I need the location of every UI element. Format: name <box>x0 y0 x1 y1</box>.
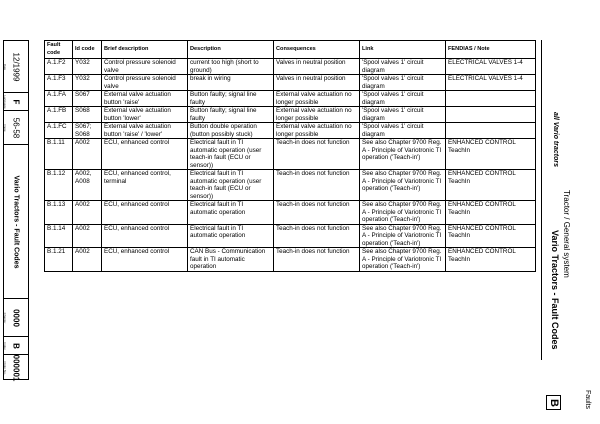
table-row <box>45 75 536 91</box>
cell-id-code: A002 <box>73 248 102 272</box>
cell-brief-description: Control pressure solenoid valve <box>102 75 188 91</box>
cell-fendias-note <box>446 123 536 139</box>
header-link: Link <box>360 41 446 59</box>
cell-description: Button double operation (button possibly stuck) <box>188 123 274 139</box>
cell-fault-code: A.1.F2 <box>45 59 73 75</box>
cell-description: Electrical fault in TI automatic operation (user teach-in fault (ECU or sensor)) <box>188 170 274 201</box>
language-value: F <box>11 99 21 104</box>
index-cell <box>4 337 28 355</box>
cell-description: Button faulty; signal line faulty <box>188 107 274 123</box>
language-label: Language <box>3 94 7 109</box>
date-label: Date <box>3 63 7 70</box>
chapter-label: Faults <box>584 390 591 410</box>
header-fault-code: Fault code <box>45 41 73 59</box>
table-header-row <box>45 41 536 59</box>
cell-brief-description: External valve actuation button 'lower' <box>102 107 188 123</box>
header-consequences: Consequences <box>274 41 360 59</box>
cell-link: See also Chapter 9700 Reg. A - Principle of Variotronic TI operation ('Teach-in') <box>360 248 446 272</box>
cell-link: See also Chapter 9700 Reg. A - Principle of Variotronic TI operation ('Teach-in') <box>360 170 446 201</box>
doc-title-cell <box>4 145 28 299</box>
doc-title: Vario Tractors - Fault Codes <box>12 175 20 268</box>
section-label: all Vario tractors <box>552 112 559 167</box>
cell-link: 'Spool valves 1' circuit diagram <box>360 123 446 139</box>
date-value: 12/1999 <box>11 52 21 81</box>
cell-description: current too high (short to ground) <box>188 59 274 75</box>
cell-consequences: Teach-in does not function <box>274 170 360 201</box>
cell-id-code: Y032 <box>73 75 102 91</box>
page-label: Page <box>3 123 7 132</box>
cell-link: See also Chapter 9700 Reg. A - Principle of Variotronic TI operation ('Teach-in') <box>360 224 446 248</box>
cell-fault-code: A.1.F3 <box>45 75 73 91</box>
cell-fault-code: B.1.11 <box>45 139 73 170</box>
table-row <box>45 123 536 139</box>
table-row <box>45 107 536 123</box>
cell-link: 'Spool valves 1' circuit diagram <box>360 107 446 123</box>
order-cell <box>4 355 28 381</box>
index-value: B <box>11 342 21 349</box>
index-label: Index <box>3 341 7 350</box>
cell-fault-code: B.1.12 <box>45 170 73 201</box>
page-cell <box>4 111 28 145</box>
cell-fault-code: A.1.FC <box>45 123 73 139</box>
cell-id-code: S067 <box>73 91 102 107</box>
language-cell <box>4 93 28 111</box>
cell-fault-code: A.1.FB <box>45 107 73 123</box>
chapter-header-strip <box>541 40 597 418</box>
cell-fendias-note: ELECTRICAL VALVES 1-4 <box>446 59 536 75</box>
page-title: Vario Tractors - Fault Codes <box>550 230 560 350</box>
cell-id-code: A002 <box>73 139 102 170</box>
cell-fault-code: B.1.21 <box>45 248 73 272</box>
cell-link: 'Spool valves 1' circuit diagram <box>360 59 446 75</box>
chapter-letter: B <box>547 398 560 407</box>
cell-consequences: Teach-in does not function <box>274 224 360 248</box>
table-row <box>45 248 536 272</box>
cell-fendias-note: ENHANCED CONTROL TeachIn <box>446 248 536 272</box>
cell-consequences: Teach-in does not function <box>274 139 360 170</box>
header-description: Description <box>188 41 274 59</box>
cell-fault-code: B.1.13 <box>45 201 73 225</box>
cell-brief-description: ECU, enhanced control, terminal <box>102 170 188 201</box>
cell-brief-description: ECU, enhanced control <box>102 248 188 272</box>
cell-brief-description: External valve actuation button 'raise' / 'lower' <box>102 123 188 139</box>
cell-fendias-note: ENHANCED CONTROL TeachIn <box>446 224 536 248</box>
cell-brief-description: ECU, enhanced control <box>102 224 188 248</box>
fault-code-table <box>44 40 536 272</box>
order-value: 000001 <box>11 354 21 382</box>
table-row <box>45 201 536 225</box>
table-row <box>45 170 536 201</box>
cell-link: See also Chapter 9700 Reg. A - Principle of Variotronic TI operation ('Teach-in') <box>360 201 446 225</box>
cell-brief-description: ECU, enhanced control <box>102 201 188 225</box>
cell-consequences: Valves in neutral position <box>274 75 360 91</box>
cell-id-code: Y032 <box>73 59 102 75</box>
table-row <box>45 59 536 75</box>
table-row <box>45 139 536 170</box>
table-row <box>45 91 536 107</box>
cell-fendias-note <box>446 107 536 123</box>
cell-link: 'Spool valves 1' circuit diagram <box>360 75 446 91</box>
document-info-strip <box>3 40 29 380</box>
cell-consequences: Teach-in does not function <box>274 248 360 272</box>
chapter-value: 0000 <box>11 308 21 327</box>
cell-description: Electrical fault in TI automatic operation <box>188 201 274 225</box>
cell-fendias-note: ELECTRICAL VALVES 1-4 <box>446 75 536 91</box>
cell-brief-description: External valve actuation button 'raise' <box>102 91 188 107</box>
cell-description: CAN Bus - Communication fault in TI automatic operation <box>188 248 274 272</box>
chapter-cell <box>4 299 28 337</box>
page-subtitle: Tractor / General system <box>562 190 571 278</box>
cell-link: 'Spool valves 1' circuit diagram <box>360 91 446 107</box>
cell-fendias-note: ENHANCED CONTROL TeachIn <box>446 139 536 170</box>
cell-consequences: External valve actuation no longer possible <box>274 107 360 123</box>
cell-description: Electrical fault in TI automatic operation <box>188 224 274 248</box>
cell-link: See also Chapter 9700 Reg. A - Principle of Variotronic TI operation ('Teach-in') <box>360 139 446 170</box>
cell-id-code: S068 <box>73 107 102 123</box>
header-fendias-note: FENDIAS / Note <box>446 41 536 59</box>
cell-consequences: Teach-in does not function <box>274 201 360 225</box>
cell-consequences: Valves in neutral position <box>274 59 360 75</box>
chapter-label: Chapter <box>3 312 7 323</box>
cell-fault-code: A.1.FA <box>45 91 73 107</box>
chapter-letter-box <box>546 395 561 410</box>
cell-fault-code: B.1.14 <box>45 224 73 248</box>
table-row <box>45 224 536 248</box>
cell-id-code: A002 <box>73 201 102 225</box>
cell-fendias-note: ENHANCED CONTROL TeachIn <box>446 201 536 225</box>
cell-description: break in wiring <box>188 75 274 91</box>
cell-fendias-note <box>446 91 536 107</box>
cell-description: Electrical fault in TI automatic operation (user teach-in fault (ECU or sensor)) <box>188 139 274 170</box>
cell-brief-description: ECU, enhanced control <box>102 139 188 170</box>
page-value: 56-58 <box>11 117 21 138</box>
header-divider <box>541 40 542 360</box>
cell-fendias-note: ENHANCED CONTROL TeachIn <box>446 170 536 201</box>
cell-id-code: A002, A008 <box>73 170 102 201</box>
date-cell <box>4 41 28 93</box>
cell-id-code: A002 <box>73 224 102 248</box>
header-brief-description: Brief description <box>102 41 188 59</box>
cell-consequences: External valve actuation no longer possible <box>274 123 360 139</box>
order-label: Order No. <box>3 361 7 375</box>
cell-consequences: External valve actuation no longer possible <box>274 91 360 107</box>
header-id-code: Id code <box>73 41 102 59</box>
cell-brief-description: Control pressure solenoid valve <box>102 59 188 75</box>
cell-description: Button faulty; signal line faulty <box>188 91 274 107</box>
cell-id-code: S067; S068 <box>73 123 102 139</box>
